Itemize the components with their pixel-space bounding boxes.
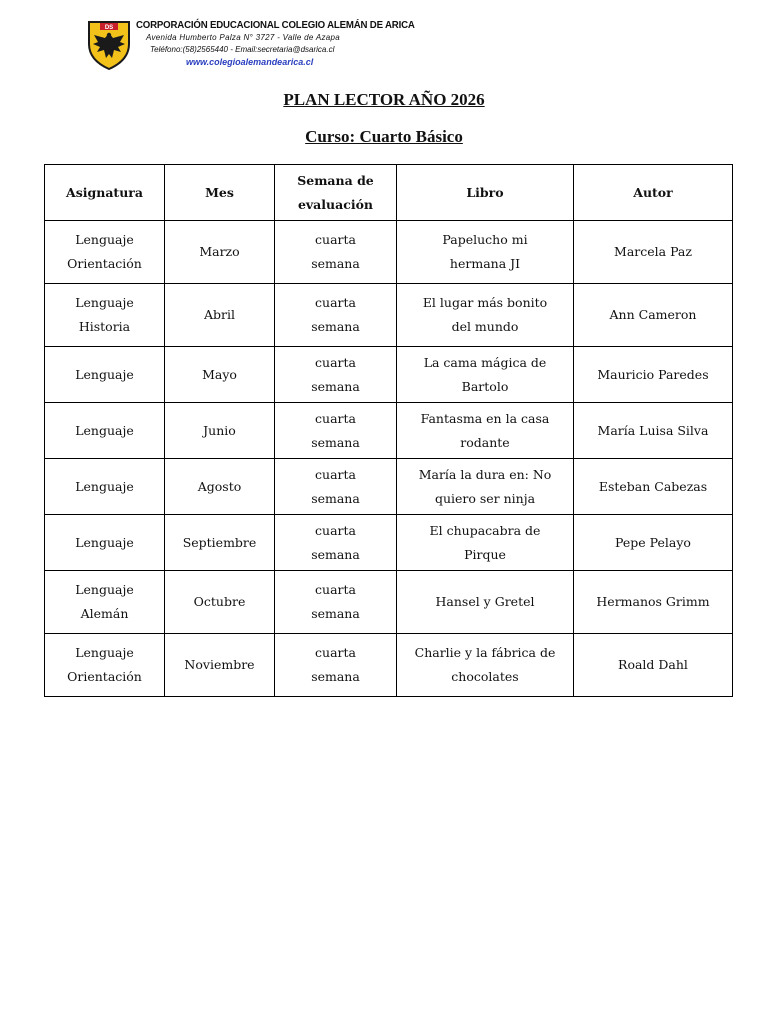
cell-autor: Esteban Cabezas bbox=[574, 459, 733, 515]
cell-asignatura bbox=[45, 284, 165, 347]
semana-line: cuarta bbox=[315, 582, 356, 597]
table-body bbox=[45, 221, 733, 697]
libro-line: Papelucho mi bbox=[442, 232, 528, 247]
cell-semana bbox=[275, 634, 397, 697]
cell-autor: Ann Cameron bbox=[574, 284, 733, 347]
semana-line: cuarta bbox=[315, 522, 356, 538]
libro-line: La cama mágica de bbox=[423, 354, 547, 370]
cell-semana bbox=[275, 347, 397, 403]
semana-line: semana bbox=[311, 606, 360, 621]
asignatura-line: Alemán bbox=[80, 606, 129, 621]
cell-autor: María Luisa Silva bbox=[574, 403, 733, 459]
table-header-row bbox=[45, 165, 733, 221]
cell-semana bbox=[275, 403, 397, 459]
table-row bbox=[45, 515, 733, 571]
organization-website-link[interactable]: www.colegioalemandearica.cl bbox=[186, 57, 314, 67]
cell-asignatura bbox=[45, 459, 165, 515]
table-row bbox=[45, 634, 733, 697]
header-semana bbox=[275, 165, 397, 221]
cell-semana bbox=[275, 571, 397, 634]
table-row bbox=[45, 221, 733, 284]
semana-line: cuarta bbox=[315, 295, 356, 310]
header-semana-line1: Semana de bbox=[297, 172, 374, 188]
libro-line: del mundo bbox=[451, 319, 519, 334]
table-row bbox=[45, 284, 733, 347]
semana-line: semana bbox=[311, 546, 360, 562]
semana-line: cuarta bbox=[315, 645, 356, 660]
cell-mes: Mayo bbox=[165, 347, 275, 403]
semana-line: semana bbox=[311, 490, 360, 506]
cell-mes: Octubre bbox=[165, 571, 275, 634]
semana-line: semana bbox=[311, 319, 360, 334]
cell-asignatura bbox=[45, 403, 165, 459]
asignatura-line: Lenguaje bbox=[75, 582, 134, 597]
cell-asignatura bbox=[45, 571, 165, 634]
libro-line: Bartolo bbox=[461, 378, 509, 394]
cell-autor: Pepe Pelayo bbox=[574, 515, 733, 571]
asignatura-line: Lenguaje bbox=[75, 295, 134, 310]
libro-line: hermana JI bbox=[449, 256, 521, 271]
cell-asignatura bbox=[45, 515, 165, 571]
libro-line: Charlie y la fábrica de bbox=[414, 645, 556, 660]
libro-line: Fantasma en la casa bbox=[420, 410, 550, 426]
cell-libro bbox=[397, 634, 574, 697]
table-row bbox=[45, 571, 733, 634]
header-mes: Mes bbox=[165, 165, 275, 221]
cell-mes: Agosto bbox=[165, 459, 275, 515]
cell-asignatura bbox=[45, 634, 165, 697]
crest-letters: DS bbox=[104, 25, 114, 31]
asignatura-line: Historia bbox=[78, 319, 131, 334]
cell-mes: Noviembre bbox=[165, 634, 275, 697]
asignatura-line: Lenguaje bbox=[75, 232, 134, 247]
asignatura-line: Lenguaje bbox=[75, 478, 134, 494]
school-crest-logo bbox=[86, 18, 132, 70]
libro-line: El chupacabra de bbox=[429, 522, 541, 538]
organization-contact: Teléfono:(58)2565440 - Email:secretaria@dsarica.cl bbox=[150, 45, 335, 54]
header-asignatura: Asignatura bbox=[45, 165, 165, 221]
asignatura-line: Lenguaje bbox=[75, 645, 134, 660]
libro-line: quiero ser ninja bbox=[434, 490, 536, 506]
header-libro: Libro bbox=[397, 165, 574, 221]
organization-address: Avenida Humberto Palza N° 3727 - Valle de Azapa bbox=[146, 33, 340, 42]
reading-plan-table bbox=[44, 164, 733, 697]
semana-line: cuarta bbox=[315, 410, 356, 426]
organization-name: CORPORACIÓN EDUCACIONAL COLEGIO ALEMÁN DE ARICA bbox=[136, 19, 415, 31]
cell-libro bbox=[397, 221, 574, 284]
cell-libro bbox=[397, 284, 574, 347]
table-row bbox=[45, 459, 733, 515]
cell-autor: Marcela Paz bbox=[574, 221, 733, 284]
semana-line: semana bbox=[311, 434, 360, 450]
cell-asignatura bbox=[45, 347, 165, 403]
cell-mes: Abril bbox=[165, 284, 275, 347]
asignatura-line: Orientación bbox=[67, 256, 142, 271]
semana-line: cuarta bbox=[315, 466, 356, 482]
libro-line: Pirque bbox=[464, 546, 506, 562]
cell-autor: Mauricio Paredes bbox=[574, 347, 733, 403]
cell-semana bbox=[275, 221, 397, 284]
cell-semana bbox=[275, 459, 397, 515]
libro-line: El lugar más bonito bbox=[422, 295, 548, 310]
cell-libro bbox=[397, 459, 574, 515]
semana-line: cuarta bbox=[315, 232, 356, 247]
cell-libro bbox=[397, 347, 574, 403]
document-subtitle: Curso: Cuarto Básico bbox=[305, 127, 463, 146]
letterhead bbox=[86, 18, 506, 74]
semana-line: semana bbox=[311, 378, 360, 394]
cell-autor: Roald Dahl bbox=[574, 634, 733, 697]
table-row bbox=[45, 347, 733, 403]
semana-line: semana bbox=[311, 669, 360, 684]
cell-libro bbox=[397, 515, 574, 571]
libro-line: rodante bbox=[460, 434, 510, 450]
header-autor: Autor bbox=[574, 165, 733, 221]
asignatura-line: Lenguaje bbox=[75, 534, 134, 550]
libro-line: María la dura en: No bbox=[418, 466, 552, 482]
semana-line: semana bbox=[311, 256, 360, 271]
cell-semana bbox=[275, 515, 397, 571]
table-row bbox=[45, 403, 733, 459]
cell-libro bbox=[397, 403, 574, 459]
cell-mes: Junio bbox=[165, 403, 275, 459]
cell-libro bbox=[397, 571, 574, 634]
libro-line: Hansel y Gretel bbox=[435, 594, 535, 609]
header-semana-line2: evaluación bbox=[297, 196, 374, 212]
asignatura-line: Orientación bbox=[67, 669, 142, 684]
document-title: PLAN LECTOR AÑO 2026 bbox=[283, 90, 485, 109]
cell-mes: Marzo bbox=[165, 221, 275, 284]
cell-semana bbox=[275, 284, 397, 347]
cell-asignatura bbox=[45, 221, 165, 284]
cell-mes: Septiembre bbox=[165, 515, 275, 571]
asignatura-line: Lenguaje bbox=[75, 422, 134, 438]
cell-autor: Hermanos Grimm bbox=[574, 571, 733, 634]
libro-line: chocolates bbox=[451, 669, 519, 684]
semana-line: cuarta bbox=[315, 354, 356, 370]
asignatura-line: Lenguaje bbox=[75, 366, 134, 382]
